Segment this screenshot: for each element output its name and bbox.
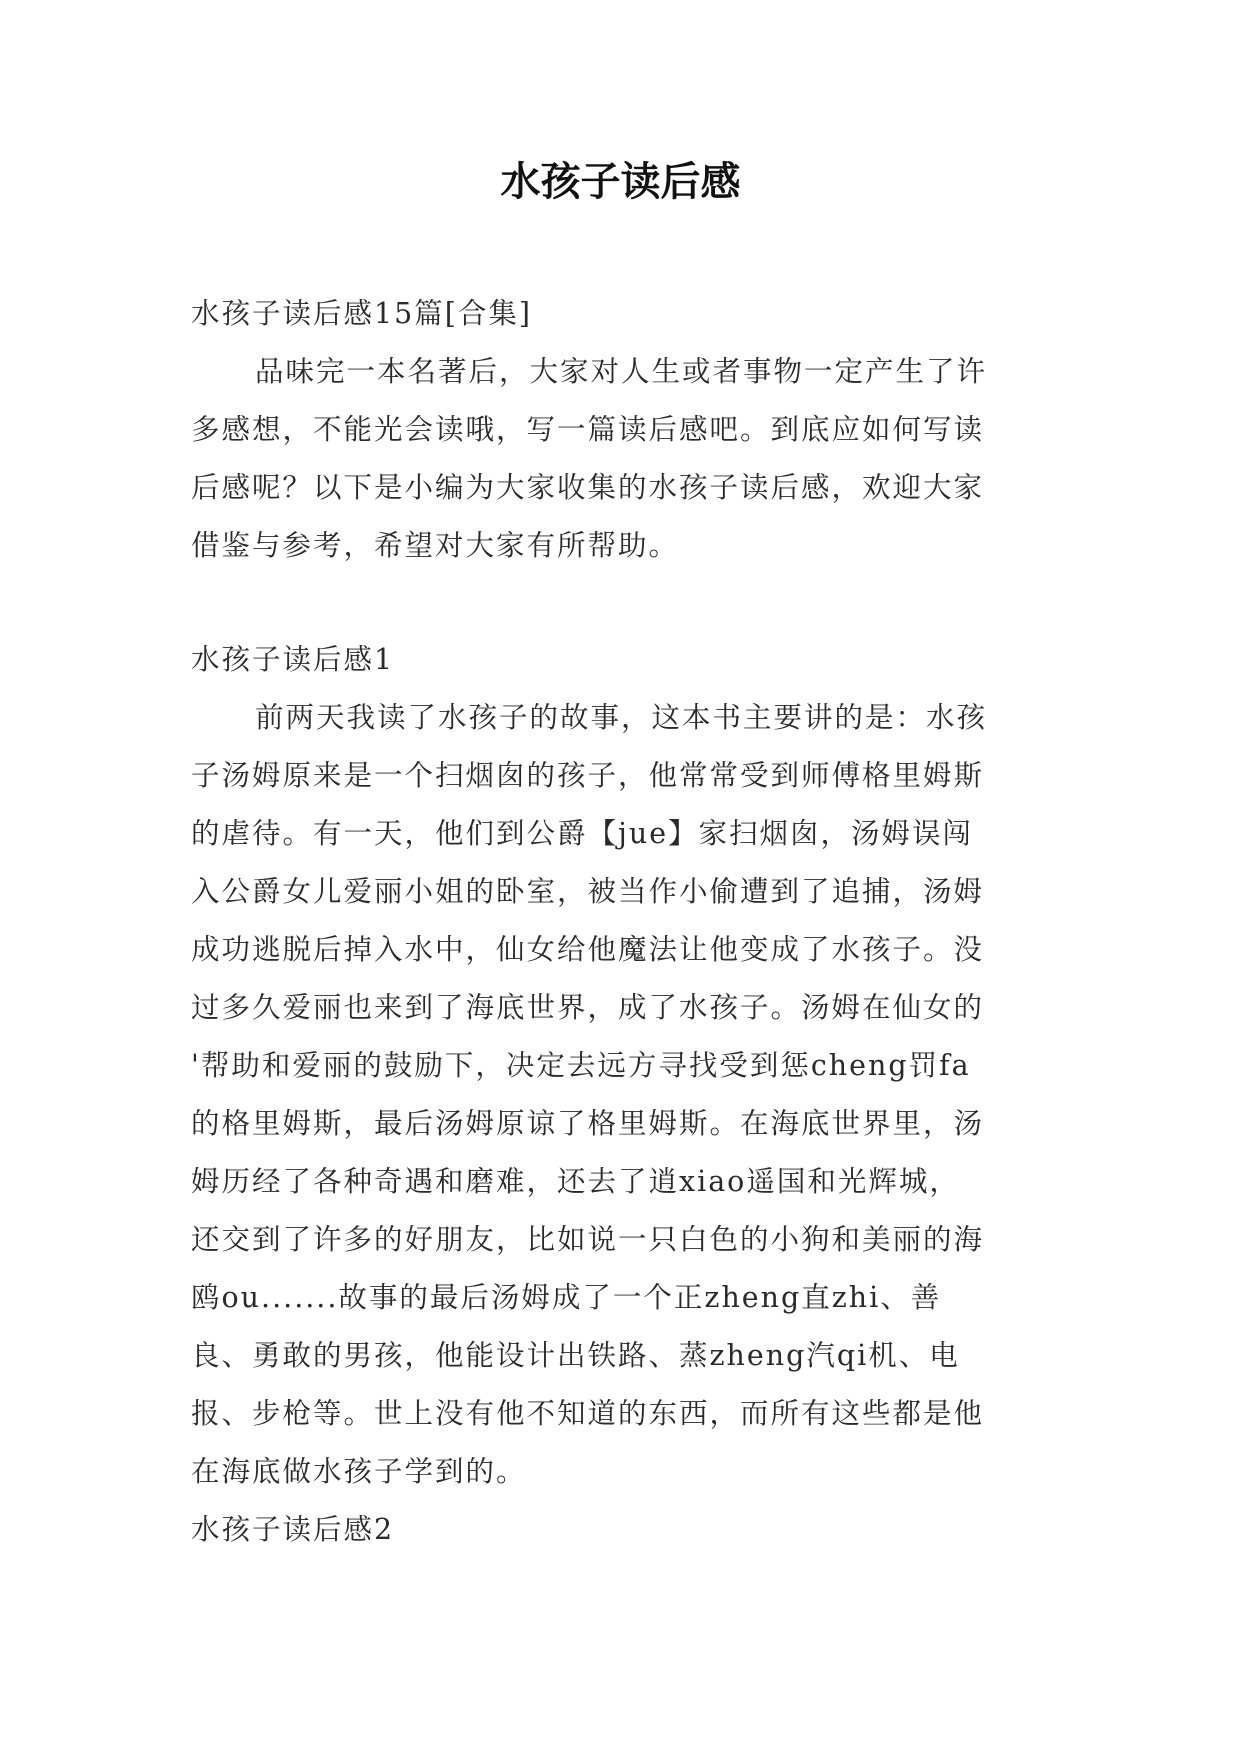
section1-line: '帮助和爱丽的鼓励下，决定去远方寻找受到惩cheng罚fa [191, 1049, 971, 1082]
intro-heading: 水孩子读后感15篇[合集] [191, 297, 533, 330]
section1-line: 成功逃脱后掉入水中，仙女给他魔法让他变成了水孩子。没 [191, 933, 985, 966]
section1-line: 的格里姆斯，最后汤姆原谅了格里姆斯。在海底世界里，汤 [191, 1107, 985, 1140]
intro-line: 品味完一本名著后，大家对人生或者事物一定产生了许 [255, 355, 988, 388]
document-title: 水孩子读后感 [500, 159, 741, 205]
intro-line: 多感想，不能光会读哦，写一篇读后感吧。到底应如何写读 [191, 413, 985, 446]
section1-line: 报、步枪等。世上没有他不知道的东西，而所有这些都是他 [191, 1397, 985, 1430]
paragraph-spacer [191, 575, 1059, 631]
section1-line: 的虐待。有一天，他们到公爵【jue】家扫烟囱，汤姆误闯 [191, 817, 974, 850]
document-body [191, 285, 1059, 1559]
section1-line: 还交到了许多的好朋友，比如说一只白色的小狗和美丽的海 [191, 1223, 985, 1256]
section1-line: 在海底做水孩子学到的。 [191, 1455, 527, 1488]
section1-line: 良、勇敢的男孩，他能设计出铁路、蒸zheng汽qi机、电 [191, 1339, 960, 1372]
intro-line: 后感呢？以下是小编为大家收集的水孩子读后感，欢迎大家 [191, 471, 985, 504]
section-heading-1: 水孩子读后感1 [191, 643, 395, 676]
section1-line: 鸥ou.......故事的最后汤姆成了一个正zheng直zhi、善 [191, 1281, 942, 1314]
section1-line: 前两天我读了水孩子的故事，这本书主要讲的是：水孩 [255, 701, 988, 734]
section1-line: 入公爵女儿爱丽小姐的卧室，被当作小偷遭到了追捕，汤姆 [191, 875, 985, 908]
section1-line: 子汤姆原来是一个扫烟囱的孩子，他常常受到师傅格里姆斯 [191, 759, 985, 792]
section1-line: 姆历经了各种奇遇和磨难，还去了逍xiao遥国和光辉城， [191, 1165, 960, 1198]
section1-line: 过多久爱丽也来到了海底世界，成了水孩子。汤姆在仙女的 [191, 991, 985, 1024]
section-heading-2: 水孩子读后感2 [191, 1513, 395, 1546]
intro-line: 借鉴与参考，希望对大家有所帮助。 [191, 529, 680, 562]
